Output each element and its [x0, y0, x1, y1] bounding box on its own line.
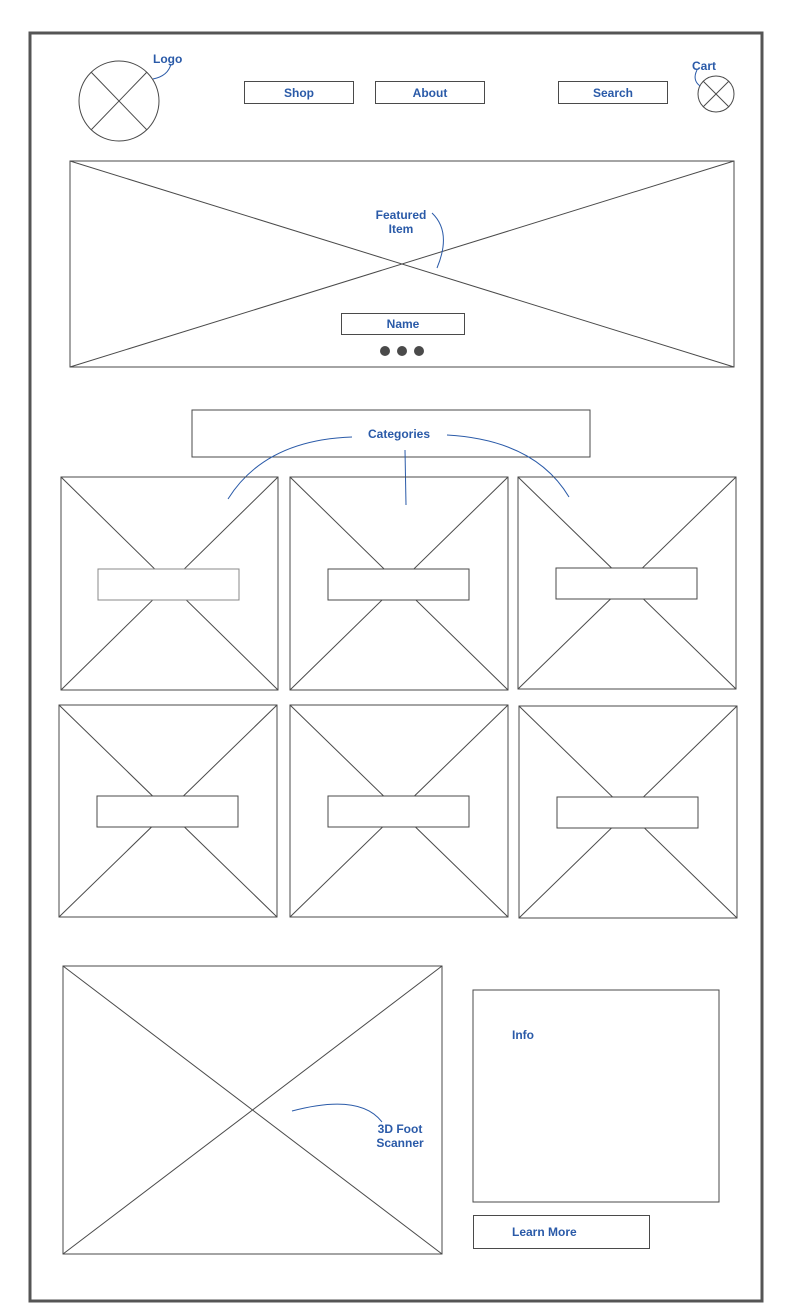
nav-about-button[interactable]: About	[375, 81, 485, 104]
nav-shop-button[interactable]: Shop	[244, 81, 354, 104]
category-label-box	[98, 569, 239, 600]
logo-annotation-arrow	[153, 64, 171, 79]
carousel-dot[interactable]	[414, 346, 424, 356]
category-label-box	[557, 797, 698, 828]
category-tile[interactable]	[518, 477, 736, 689]
scanner-annotation	[370, 1122, 430, 1150]
logo-placeholder[interactable]	[79, 61, 159, 141]
featured-annotation-line2: Item	[388, 222, 414, 236]
categories-annotation: Categories	[368, 427, 431, 441]
category-tile[interactable]	[519, 706, 737, 918]
carousel-dot[interactable]	[380, 346, 390, 356]
scanner-annotation-line2: Scanner	[376, 1136, 424, 1150]
category-tile[interactable]	[59, 705, 277, 917]
cart-icon[interactable]	[698, 76, 734, 112]
carousel-dot[interactable]	[397, 346, 407, 356]
category-label-box	[328, 796, 469, 827]
foot-scanner-image[interactable]	[63, 966, 442, 1254]
category-label-box	[328, 569, 469, 600]
scanner-annotation-line1: 3D Foot	[377, 1122, 423, 1136]
category-tile[interactable]	[61, 477, 278, 690]
info-annotation: Info	[512, 1028, 534, 1042]
logo-annotation: Logo	[153, 52, 183, 66]
scanner-annotation-arrow	[292, 1104, 382, 1122]
category-tile[interactable]	[290, 477, 508, 690]
info-panel	[473, 990, 719, 1202]
category-label-box	[556, 568, 697, 599]
featured-annotation	[366, 208, 436, 236]
category-label-box	[97, 796, 238, 827]
cart-annotation: Cart	[692, 59, 717, 73]
nav-search-button[interactable]: Search	[558, 81, 668, 104]
featured-item-image[interactable]	[70, 161, 734, 367]
featured-annotation-line1: Featured	[375, 208, 427, 222]
learn-more-button[interactable]: Learn More	[473, 1215, 650, 1249]
category-tile[interactable]	[290, 705, 508, 917]
featured-name-label[interactable]: Name	[341, 313, 465, 335]
